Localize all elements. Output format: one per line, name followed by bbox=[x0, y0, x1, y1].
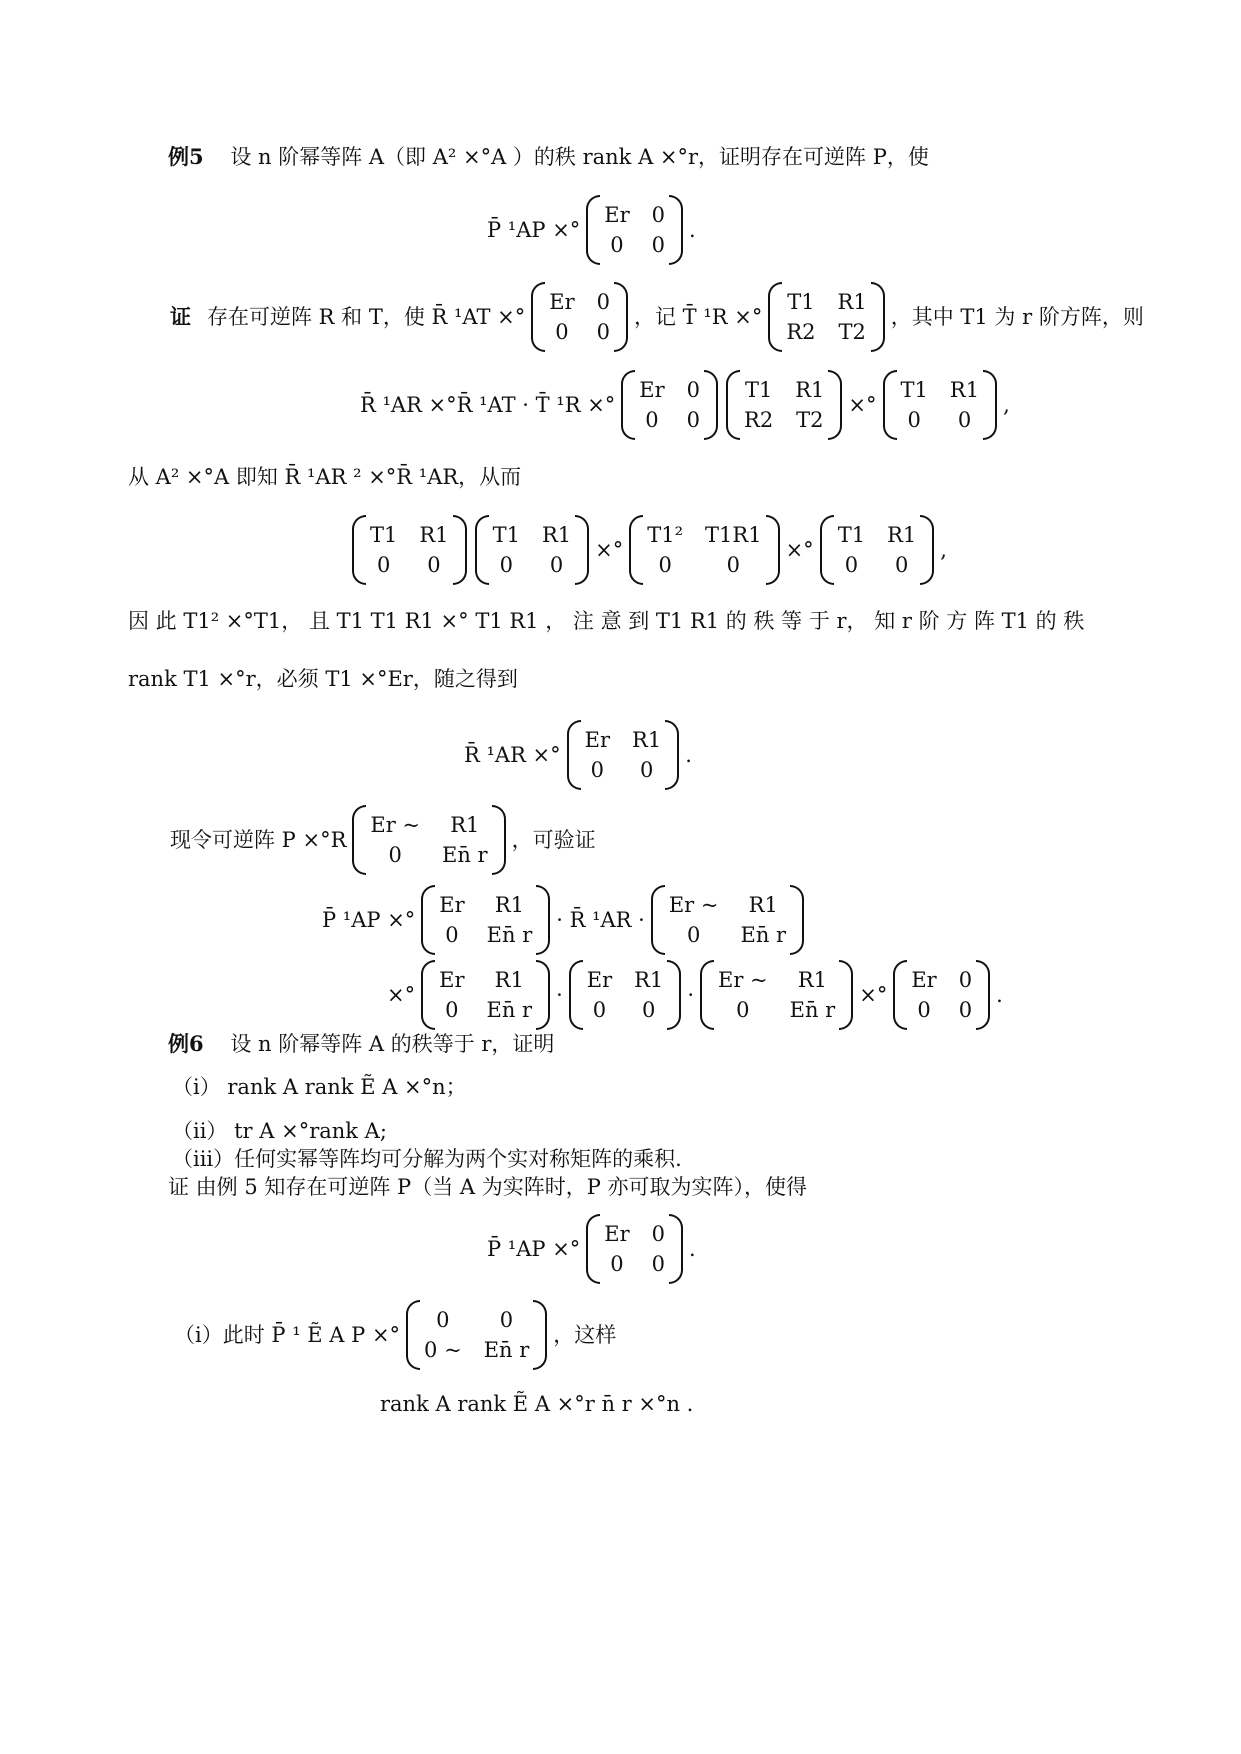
equation-1 bbox=[485, 195, 698, 265]
matrix-cell: 0 bbox=[651, 1252, 666, 1276]
right-paren bbox=[614, 282, 628, 352]
eq7-lhs: P̄ ¹AP ×° bbox=[487, 1237, 581, 1261]
eq1-lhs: P̄ ¹AP ×° bbox=[487, 218, 581, 242]
eq2-mid: ×° bbox=[848, 393, 877, 417]
equation-6 bbox=[385, 960, 1005, 1030]
matrix-cell: Er ~ bbox=[668, 893, 719, 917]
matrix-cell: R2 bbox=[786, 320, 816, 344]
matrix-cell: 0 bbox=[651, 203, 666, 227]
matrix-cell: 0 bbox=[592, 998, 607, 1022]
matrix-cell: 0 bbox=[377, 553, 391, 577]
matrix-cell: 0 bbox=[610, 233, 624, 257]
example-5-label: 例5 bbox=[168, 144, 204, 169]
right-paren bbox=[871, 282, 885, 352]
right-paren bbox=[976, 960, 990, 1030]
right-paren bbox=[533, 1300, 547, 1370]
matrix-cell: 0 bbox=[639, 758, 654, 782]
right-paren bbox=[453, 515, 467, 585]
from-line: 从 A² ×°A 即知 R̄ ¹AR ² ×°R̄ ¹AR，从而 bbox=[128, 465, 522, 489]
matrix-cell: 0 bbox=[726, 553, 740, 577]
example-6-text: 设 n 阶幂等阵 A 的秩等于 r，证明 bbox=[230, 1032, 555, 1056]
left-paren bbox=[651, 885, 665, 955]
eq3-tail: , bbox=[940, 538, 947, 562]
left-paren bbox=[586, 1214, 600, 1284]
matrix-cell: T1R1 bbox=[705, 523, 762, 547]
matrix-cell: 0 ~ bbox=[424, 1338, 462, 1362]
matrix-cell: 0 bbox=[445, 998, 459, 1022]
example-5-line bbox=[168, 143, 929, 171]
left-paren bbox=[406, 1300, 420, 1370]
matrix-cell: Er bbox=[604, 1222, 630, 1246]
left-paren bbox=[768, 282, 782, 352]
matrix-cell: 0 bbox=[499, 1308, 514, 1332]
left-paren bbox=[421, 960, 435, 1030]
right-paren bbox=[920, 515, 934, 585]
part-i-matrix bbox=[406, 1300, 547, 1370]
right-paren bbox=[704, 370, 718, 440]
proof-label: 证 bbox=[170, 304, 191, 329]
left-paren bbox=[629, 515, 643, 585]
left-paren bbox=[621, 370, 635, 440]
proof-5-first-line bbox=[168, 282, 1146, 352]
matrix-cell: T1 bbox=[744, 378, 773, 402]
matrix-cell: 0 bbox=[610, 1252, 624, 1276]
matrix-cell: R1 bbox=[541, 523, 572, 547]
eq5-matrix-2 bbox=[651, 885, 804, 955]
eq7-matrix bbox=[586, 1214, 683, 1284]
rank-line: rank T1 ×°r，必须 T1 ×°Er，随之得到 bbox=[128, 667, 518, 691]
matrix-cell: Er bbox=[639, 378, 665, 402]
left-paren bbox=[421, 885, 435, 955]
eq6-tail: . bbox=[996, 983, 1003, 1007]
example-6-line bbox=[168, 1030, 554, 1058]
matrix-cell: En̄ r bbox=[483, 1338, 530, 1362]
equation-4 bbox=[462, 720, 694, 790]
equation-5 bbox=[320, 885, 808, 955]
eq2-lhs: R̄ ¹AR ×°R̄ ¹AT · T̄ ¹R ×° bbox=[360, 393, 616, 417]
eq4-lhs: R̄ ¹AR ×° bbox=[464, 743, 561, 767]
now-text-a: 现令可逆阵 P ×°R bbox=[170, 828, 347, 852]
left-paren bbox=[567, 720, 581, 790]
left-paren bbox=[352, 805, 366, 875]
now-matrix bbox=[352, 805, 505, 875]
eq3-matrix-2 bbox=[475, 515, 590, 585]
right-paren bbox=[983, 370, 997, 440]
matrix-cell: Er bbox=[549, 290, 575, 314]
right-paren bbox=[669, 195, 683, 265]
hence-line: 因 此 T1² ×°T1， 且 T1 T1 R1 ×° T1 R1 ， 注 意 到 T1 R1 的 秩 等 于 r， 知 r 阶 方 阵 T1 的 秩 bbox=[128, 609, 1085, 633]
eq1-tail: . bbox=[689, 218, 696, 242]
matrix-cell: 0 bbox=[596, 320, 610, 344]
matrix-cell: 0 bbox=[651, 233, 666, 257]
eq3-matrix-4 bbox=[820, 515, 935, 585]
matrix-cell: R1 bbox=[748, 893, 778, 917]
matrix-cell: 0 bbox=[549, 553, 564, 577]
eq2-matrix-3 bbox=[883, 370, 998, 440]
right-paren bbox=[665, 720, 679, 790]
matrix-cell: Er bbox=[911, 968, 937, 992]
example-5-text: 设 n 阶幂等阵 A（即 A² ×°A ）的秩 rank A ×°r，证明存在可逆阵 P，使 bbox=[230, 145, 929, 169]
matrix-cell: 0 bbox=[957, 408, 972, 432]
matrix-cell: En̄ r bbox=[740, 923, 787, 947]
eq6-lhs: ×° bbox=[387, 983, 416, 1007]
right-paren bbox=[766, 515, 780, 585]
matrix-cell: Er ~ bbox=[370, 813, 421, 837]
matrix-cell: 0 bbox=[651, 1222, 666, 1246]
proof-6-line: 证 由例 5 知存在可逆阵 P（当 A 为实阵时，P 亦可取为实阵），使得 bbox=[168, 1175, 808, 1199]
item-ii: （ii） tr A ×°rank A; bbox=[172, 1119, 387, 1143]
matrix-cell: 0 bbox=[844, 553, 859, 577]
matrix-cell: T1 bbox=[370, 523, 398, 547]
right-paren bbox=[667, 960, 681, 1030]
eq6-matrix-2 bbox=[569, 960, 682, 1030]
matrix-cell: 0 bbox=[958, 968, 973, 992]
left-paren bbox=[569, 960, 583, 1030]
matrix-cell: 0 bbox=[686, 923, 701, 947]
eq1-matrix bbox=[586, 195, 683, 265]
left-paren bbox=[531, 282, 545, 352]
matrix-cell: 0 bbox=[445, 923, 459, 947]
dot-operator: · bbox=[556, 983, 563, 1007]
eq6-eq: ×° bbox=[859, 983, 888, 1007]
eq6-matrix-1 bbox=[421, 960, 550, 1030]
eq3-eq1: ×° bbox=[595, 538, 624, 562]
matrix-cell: R1 bbox=[450, 813, 480, 837]
eq3-matrix-1 bbox=[352, 515, 467, 585]
eq7-tail: . bbox=[689, 1237, 696, 1261]
right-paren bbox=[790, 885, 804, 955]
matrix-cell: T1² bbox=[647, 523, 684, 547]
proof-text-c: ，其中 T1 为 r 阶方阵，则 bbox=[890, 305, 1144, 329]
eq2-matrix-2 bbox=[726, 370, 842, 440]
part-i-text-b: ，这样 bbox=[553, 1323, 617, 1347]
matrix-cell: 0 bbox=[686, 378, 701, 402]
item-i: （i） rank A rank Ẽ A ×°n； bbox=[172, 1075, 467, 1099]
matrix-cell: R2 bbox=[744, 408, 774, 432]
right-paren bbox=[828, 370, 842, 440]
equation-7 bbox=[485, 1214, 698, 1284]
matrix-cell: R1 bbox=[419, 523, 449, 547]
matrix-cell: T2 bbox=[838, 320, 866, 344]
matrix-cell: 0 bbox=[596, 290, 610, 314]
example-6-label: 例6 bbox=[168, 1031, 204, 1056]
now-text-b: ，可验证 bbox=[511, 828, 596, 852]
matrix-cell: 0 bbox=[894, 553, 909, 577]
proof-matrix-1 bbox=[531, 282, 628, 352]
left-paren bbox=[586, 195, 600, 265]
right-paren bbox=[669, 1214, 683, 1284]
left-paren bbox=[893, 960, 907, 1030]
eq6-matrix-3 bbox=[700, 960, 853, 1030]
matrix-cell: Er ~ bbox=[718, 968, 768, 992]
matrix-cell: 0 bbox=[427, 553, 441, 577]
right-paren bbox=[536, 885, 550, 955]
matrix-cell: R1 bbox=[632, 728, 662, 752]
matrix-cell: R1 bbox=[887, 523, 917, 547]
matrix-cell: R1 bbox=[949, 378, 980, 402]
eq5-matrix-1 bbox=[421, 885, 550, 955]
matrix-cell: T1 bbox=[837, 523, 866, 547]
left-paren bbox=[475, 515, 489, 585]
eq4-tail: . bbox=[685, 743, 692, 767]
matrix-cell: R1 bbox=[837, 290, 867, 314]
proof-matrix-2 bbox=[768, 282, 884, 352]
eq3-eq2: ×° bbox=[785, 538, 814, 562]
proof-text-a: 存在可逆阵 R 和 T，使 R̄ ¹AT ×° bbox=[207, 305, 526, 329]
dot-operator: · bbox=[687, 983, 694, 1007]
matrix-cell: En̄ r bbox=[486, 923, 533, 947]
matrix-cell: En̄ r bbox=[442, 843, 488, 867]
matrix-cell: 0 bbox=[555, 320, 569, 344]
matrix-cell: Er bbox=[439, 968, 465, 992]
matrix-cell: 0 bbox=[436, 1308, 450, 1332]
matrix-cell: T1 bbox=[492, 523, 520, 547]
matrix-cell: Er bbox=[439, 893, 465, 917]
matrix-cell: R1 bbox=[797, 968, 828, 992]
matrix-cell: T2 bbox=[796, 408, 824, 432]
item-iii: （iii）任何实幂等阵均可分解为两个实对称矩阵的乘积. bbox=[172, 1147, 682, 1171]
matrix-cell: T1 bbox=[900, 378, 928, 402]
matrix-cell: 0 bbox=[907, 408, 921, 432]
matrix-cell: R1 bbox=[494, 893, 525, 917]
eq2-matrix-1 bbox=[621, 370, 718, 440]
matrix-cell: Er bbox=[586, 968, 613, 992]
matrix-cell: Er bbox=[604, 203, 630, 227]
matrix-cell: R1 bbox=[795, 378, 825, 402]
matrix-cell: 0 bbox=[590, 758, 605, 782]
matrix-cell: T1 bbox=[787, 290, 815, 314]
matrix-cell: En̄ r bbox=[789, 998, 836, 1022]
left-paren bbox=[700, 960, 714, 1030]
eq3-matrix-3 bbox=[629, 515, 779, 585]
matrix-cell: Er bbox=[584, 728, 611, 752]
matrix-cell: 0 bbox=[499, 553, 513, 577]
matrix-cell: 0 bbox=[658, 553, 672, 577]
eq2-tail: , bbox=[1003, 393, 1010, 417]
matrix-cell: R1 bbox=[634, 968, 664, 992]
final-equation: rank A rank Ẽ A ×°r n̄ r ×°n . bbox=[380, 1392, 694, 1416]
right-paren bbox=[839, 960, 853, 1030]
matrix-cell: En̄ r bbox=[486, 998, 533, 1022]
right-paren bbox=[492, 805, 506, 875]
matrix-cell: 0 bbox=[736, 998, 750, 1022]
right-paren bbox=[575, 515, 589, 585]
matrix-cell: 0 bbox=[686, 408, 701, 432]
matrix-cell: 0 bbox=[958, 998, 973, 1022]
matrix-cell: 0 bbox=[388, 843, 402, 867]
matrix-cell: 0 bbox=[917, 998, 931, 1022]
proof-text-b: ，记 T̄ ¹R ×° bbox=[633, 305, 763, 329]
eq5-mid: · R̄ ¹AR · bbox=[556, 908, 645, 932]
right-paren bbox=[536, 960, 550, 1030]
equation-2 bbox=[358, 370, 1012, 440]
left-paren bbox=[726, 370, 740, 440]
equation-3 bbox=[348, 515, 949, 585]
part-i-line bbox=[172, 1300, 618, 1370]
matrix-cell: 0 bbox=[642, 998, 656, 1022]
left-paren bbox=[883, 370, 897, 440]
eq5-lhs: P̄ ¹AP ×° bbox=[322, 908, 416, 932]
left-paren bbox=[820, 515, 834, 585]
eq6-matrix-4 bbox=[893, 960, 990, 1030]
eq4-matrix bbox=[567, 720, 680, 790]
matrix-cell: 0 bbox=[645, 408, 659, 432]
part-i-text-a: （i）此时 P̄ ¹ Ẽ A P ×° bbox=[174, 1323, 401, 1347]
left-paren bbox=[352, 515, 366, 585]
matrix-cell: R1 bbox=[494, 968, 524, 992]
now-let-line bbox=[168, 805, 598, 875]
